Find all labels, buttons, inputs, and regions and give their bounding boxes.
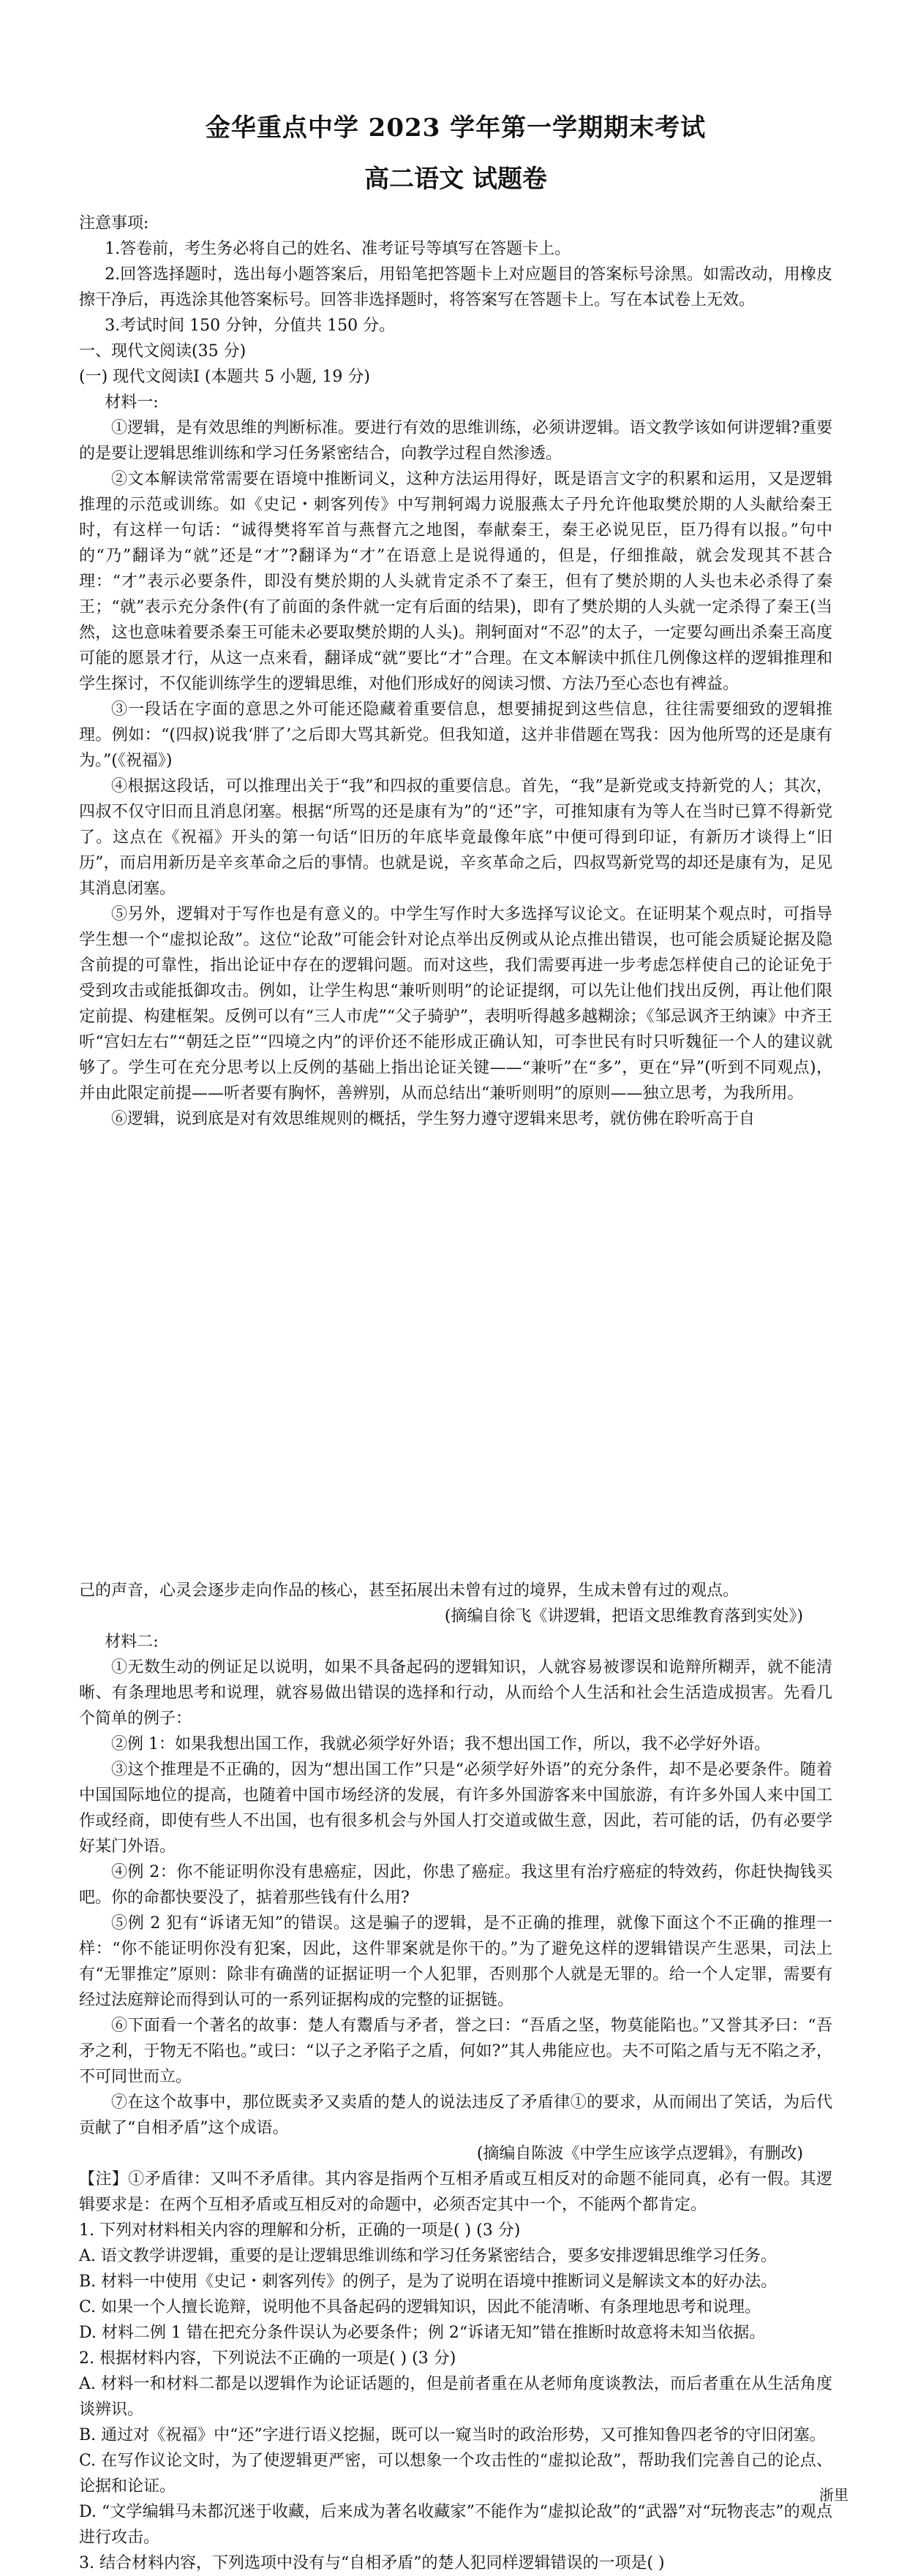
- material1-paragraph: ④根据这段话，可以推理出关于“我”和四叔的重要信息。首先，“我”是新党或支持新党的人；其次，四叔不仅守旧而且消息闭塞。根据“所骂的还是康有为”的“还”字，可推知康有为等人在当时已算不得新党了。这点在《祝福》开头的第一句话“旧历的年底毕竟最像年底”中便可得到印证，有新历才谈得上“旧历”，而启用新历是辛亥革命之后的事情。也就是说，辛亥革命之后，四叔骂新党骂的却还是康有为，足见其消息闭塞。: [79, 777, 832, 898]
- notes-heading: 注意事项:: [79, 214, 149, 233]
- material2-paragraph: ⑥下面看一个著名的故事：楚人有鬻盾与矛者，誉之曰：“吾盾之坚，物莫能陷也。”又誉其矛曰：“吾矛之利，于物无不陷也。”或曰：“以子之矛陷子之盾，何如?”其人弗能应也。夫不可陷之盾与无不陷之矛，不可同世而立。: [79, 2017, 832, 2086]
- material1-paragraph: ③一段话在字面的意思之外可能还隐藏着重要信息，想要捕捉到这些信息，往往需要细致的逻辑推理。例如：“(四叔)说我‘胖了’之后即大骂其新党。但我知道，这并非借题在骂我：因为他所骂的还是康有为。”(《祝福》): [79, 700, 832, 770]
- note-item: 1.答卷前，考生务必将自己的姓名、准考证号等填写在答题卡上。: [105, 240, 571, 258]
- note-item: 3.考试时间 150 分钟，分值共 150 分。: [105, 317, 396, 335]
- question-2-option: B. 通过对《祝福》中“还”字进行语义挖掘，既可以一窥当时的政治形势，又可推知鲁四老爷的守旧闭塞。: [79, 2426, 826, 2444]
- question-2-option: A. 材料一和材料二都是以逻辑作为论证话题的，但是前者重在从老师角度谈教法，而后者重在从生活角度谈辨识。: [79, 2375, 832, 2419]
- exam-page: [79, 110, 832, 2576]
- question-3-stem: 3. 结合材料内容，下列选项中没有与“自相矛盾”的楚人犯同样逻辑错误的一项是( ): [79, 2554, 665, 2572]
- material-label: 材料一:: [105, 393, 159, 412]
- material1-paragraph: ⑤另外，逻辑对于写作也是有意义的。中学生写作时大多选择写议论文。在证明某个观点时，可指导学生想一个“虚拟论敌”。这位“论敌”可能会针对论点举出反例或从论点推出错误，也可能会质疑论据及隐含前提的可靠性，指出论证中存在的逻辑问题。而对这些，我们需要再进一步考虑怎样使自己的论证免于受到攻击或能抵御攻击。例如，让学生构思“兼听则明”的论证提纲，可以先让他们找出反例，再让他们限定前提、构建框架。反例可以有“三人市虎”“父子骑驴”，表明听得越多越糊涂；《邹忌讽齐王纳谏》中齐王听“宫妇左右”“朝廷之臣”“四境之内”的评价还不能形成正确认知，可李世民有时只听魏征一个人的建议就够了。学生可在充分思考以上反例的基础上指出论证关键——“兼听”在“多”，更在“异”(听到不同观点)，并由此限定前提——听者要有胸怀，善辨别，从而总结出“兼听则明”的原则——独立思考，为我所用。: [79, 905, 832, 1103]
- question-1-option: B. 材料一中使用《史记・刺客列传》的例子，是为了说明在语境中推断词义是解读文本的好办法。: [79, 2273, 778, 2291]
- blank-page-gap: [79, 1132, 832, 1578]
- section-heading: 一、现代文阅读(35 分): [79, 342, 246, 360]
- exam-title: 金华重点中学 2023 学年第一学期期末考试: [205, 113, 707, 143]
- question-1-option: D. 材料二例 1 错在把充分条件误认为必要条件；例 2“诉诸无知”错在推断时故意将未知当依据。: [79, 2324, 766, 2342]
- material1-source: (摘编自徐飞《讲逻辑，把语文思维教育落到实处》): [444, 1607, 803, 1625]
- question-2-stem: 2. 根据材料内容，下列说法不正确的一项是( ) (3 分): [79, 2349, 456, 2368]
- material1-paragraph: ①逻辑，是有效思维的判断标准。要进行有效的思维训练，必须讲逻辑。语文教学该如何讲逻辑?重要的是要让逻辑思维训练和学习任务紧密结合，向教学过程自然渗透。: [79, 419, 832, 463]
- material1-paragraph-continued: 己的声音，心灵会逐步走向作品的核心，甚至拓展出未曾有过的境界，生成未曾有过的观点。: [79, 1582, 739, 1600]
- note-item: 2.回答选择题时，选出每小题答案后，用铅笔把答题卡上对应题目的答案标号涂黑。如需改动，用橡皮擦干净后，再选涂其他答案标号。回答非选择题时，将答案写在答题卡上。写在本试卷上无效。: [79, 265, 832, 309]
- question-1-stem: 1. 下列对材料相关内容的理解和分析，正确的一项是( ) (3 分): [79, 2221, 521, 2240]
- material-label: 材料二:: [105, 1633, 159, 1651]
- material2-paragraph: ⑦在这个故事中，那位既卖矛又卖盾的楚人的说法违反了矛盾律①的要求，从而闹出了笑话，为后代贡献了“自相矛盾”这个成语。: [79, 2093, 832, 2137]
- material2-paragraph: ④例 2：你不能证明你没有患癌症，因此，你患了癌症。我这里有治疗癌症的特效药，你赶快掏钱买吧。你的命都快要没了，掂着那些钱有什么用?: [79, 1863, 832, 1907]
- material1-paragraph: ②文本解读常常需要在语境中推断词义，这种方法运用得好，既是语言文字的积累和运用，又是逻辑推理的示范或训练。如《史记・刺客列传》中写荆轲竭力说服燕太子丹允许他取樊於期的人头献给秦王时，有这样一句话：“诚得樊将军首与燕督亢之地图，奉献秦王，秦王必说见臣，臣乃得有以报。”句中的“乃”翻译为“就”还是“才”?翻译为“才”在语意上是说得通的，但是，仔细推敲，就会发现其不甚合理：“才”表示必要条件，即没有樊於期的人头就肯定杀不了秦王，但有了樊於期的人头也未必杀得了秦王；“就”表示充分条件(有了前面的条件就一定有后面的结果)，即有了樊於期的人头就一定杀得了秦王(当然，这也意味着要杀秦王可能未必要取樊於期的人头)。荆轲面对“不忍”的太子，一定要勾画出杀秦王高度可能的愿景才行，从这一点来看，翻译成“就”要比“才”合理。在文本解读中抓住几例像这样的逻辑推理和学生探讨，不仅能训练学生的逻辑思维，对他们形成好的阅读习惯、方法乃至心态也有裨益。: [79, 470, 832, 693]
- question-2-option: C. 在写作议论文时，为了使逻辑更严密，可以想象一个攻击性的“虚拟论敌”，帮助我们完善自己的论点、论据和论证。: [79, 2452, 832, 2496]
- material2-paragraph: ③这个推理是不正确的，因为“想出国工作”只是“必须学好外语”的充分条件，却不是必要条件。随着中国国际地位的提高，也随着中国市场经济的发展，有许多外国游客来中国旅游，有许多外国人来中国工作或经商，即使有些人不出国，也有很多机会与外国人打交道或做生意，因此，若可能的话，仍有必要学好某门外语。: [79, 1761, 832, 1856]
- question-1-option: C. 如果一个人擅长诡辩，说明他不具备起码的逻辑知识，因此不能清晰、有条理地思考和说理。: [79, 2298, 761, 2316]
- material2-paragraph: ⑤例 2 犯有“诉诸无知”的错误。这是骗子的逻辑，是不正确的推理，就像下面这个不正确的推理一样：“你不能证明你没有犯案，因此，这件罪案就是你干的。”为了避免这样的逻辑错误产生恶果，司法上有“无罪推定”原则：除非有确凿的证据证明一个人犯罪，否则那个人就是无罪的。给一个人定罪，需要有经过法庭辩论而得到认可的一系列证据构成的完整的证据链。: [79, 1914, 832, 2009]
- material2-paragraph: ②例 1：如果我想出国工作，我就必须学好外语；我不想出国工作，所以，我不必学好外语。: [111, 1735, 770, 1753]
- material2-paragraph: ①无数生动的例证足以说明，如果不具备起码的逻辑知识，人就容易被谬误和诡辩所糊弄，就不能清晰、有条理地思考和说理，就容易做出错误的选择和行动，从而给个人生活和社会生活造成损害。先看几个简单的例子：: [79, 1658, 832, 1728]
- question-1-option: A. 语文教学讲逻辑，重要的是让逻辑思维训练和学习任务紧密结合，要多安排逻辑思维学习任务。: [79, 2247, 777, 2265]
- exam-subtitle: 高二语文 试题卷: [364, 165, 547, 194]
- question-2-option: D. “文学编辑马未都沉迷于收藏，后来成为著名收藏家”不能作为“虚拟论敌”的“武器”对“玩物丧志”的观点进行攻击。: [79, 2503, 832, 2547]
- page-footer: 浙里: [819, 2486, 848, 2504]
- material2-source: (摘编自陈波《中学生应该学点逻辑》，有删改): [476, 2145, 803, 2163]
- sub-section-heading: (一) 现代文阅读Ⅰ (本题共 5 小题, 19 分): [79, 368, 370, 386]
- material1-paragraph: ⑥逻辑，说到底是对有效思维规则的概括，学生努力遵守逻辑来思考，就仿佛在聆听高于自: [111, 1110, 756, 1128]
- footnote: 【注】①矛盾律：又叫不矛盾律。其内容是指两个互相矛盾或互相反对的命题不能同真，必有一假。其逻辑要求是：在两个互相矛盾或互相反对的命题中，必须否定其中一个，不能两个都肯定。: [79, 2170, 832, 2214]
